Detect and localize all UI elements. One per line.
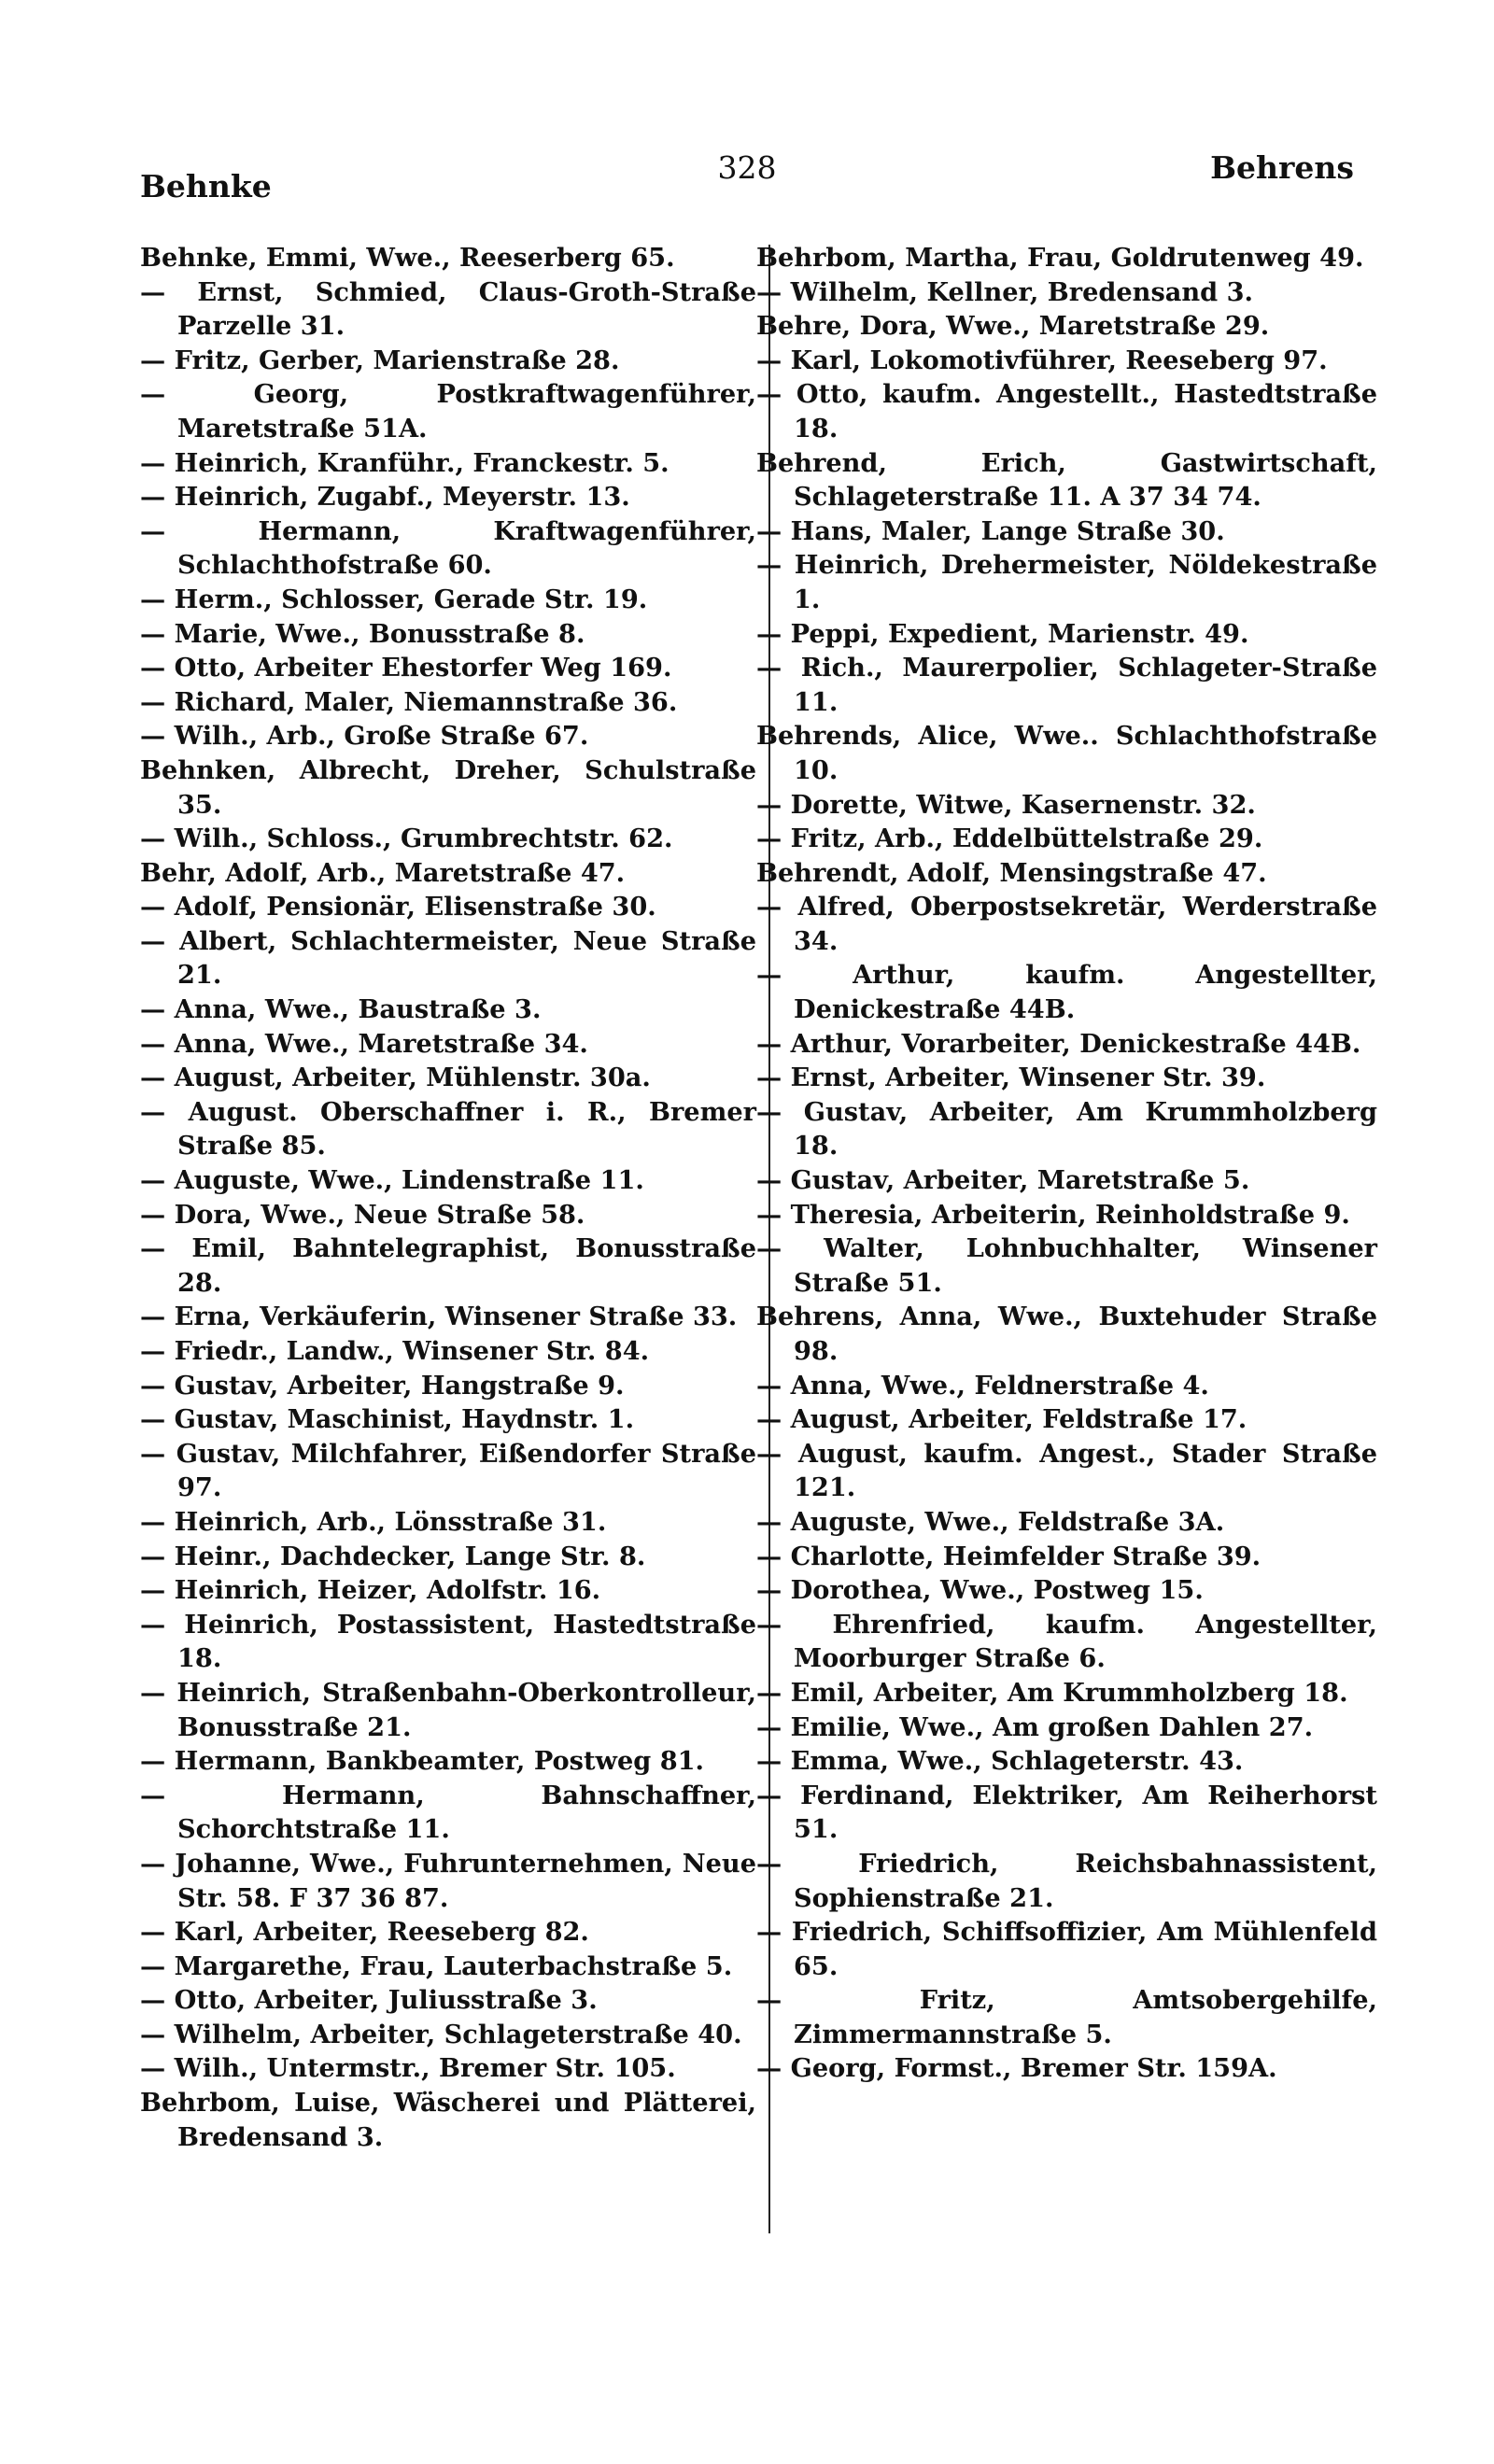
- directory-entry: — Peppi, Expedient, Marienstr. 49.: [756, 618, 1249, 649]
- header-first-entry: Behnke: [140, 168, 272, 204]
- directory-entry: — Wilhelm, Kellner, Bredensand 3.: [756, 276, 1254, 307]
- directory-entry: — August, Arbeiter, Mühlenstr. 30a.: [140, 1063, 651, 1093]
- directory-entry: — Heinr., Dachdecker, Lange Str. 8.: [140, 1541, 646, 1571]
- directory-entry: — Friedrich, Schiffsoffizier, Am Mühlenfeld 65.: [756, 1917, 1377, 1981]
- directory-entry: — Erna, Verkäuferin, Winsener Straße 33.: [140, 1302, 738, 1332]
- directory-entry: — Hermann, Kraftwagenführer, Schlachthofstraße 60.: [140, 515, 756, 581]
- directory-entry: — Auguste, Wwe., Lindenstraße 11.: [140, 1165, 644, 1196]
- directory-entry: Behrend, Erich, Gastwirtschaft, Schlageterstraße 11. A 37 34 74.: [756, 447, 1377, 513]
- directory-entry: Behrendt, Adolf, Mensingstraße 47.: [756, 857, 1267, 888]
- directory-entry: — Richard, Maler, Niemannstraße 36.: [140, 686, 678, 717]
- directory-entry: — Heinrich, Kranführ., Franckestr. 5.: [140, 447, 669, 478]
- directory-entry: Behrends, Alice, Wwe.. Schlachthofstraße 10.: [756, 721, 1377, 785]
- directory-entry: — Heinrich, Arb., Lönsstraße 31.: [140, 1506, 607, 1537]
- directory-entry: — Wilh., Schloss., Grumbrechtstr. 62.: [140, 824, 673, 854]
- directory-entry: Behnken, Albrecht, Dreher, Schulstraße 35.: [140, 754, 756, 820]
- directory-entry: — August. Oberschaffner i. R., Bremer Straße 85.: [140, 1096, 756, 1162]
- directory-entry: — Dorothea, Wwe., Postweg 15.: [756, 1575, 1204, 1606]
- directory-entry: — Heinrich, Straßenbahn-Oberkontrolleur, Bonusstraße 21.: [140, 1677, 756, 1742]
- directory-entry: — Anna, Wwe., Maretstraße 34.: [140, 1028, 588, 1059]
- directory-entry: — Marie, Wwe., Bonusstraße 8.: [140, 618, 585, 649]
- directory-entry: — Dorette, Witwe, Kasernenstr. 32.: [756, 789, 1256, 820]
- directory-entry: — Heinrich, Heizer, Adolfstr. 16.: [140, 1575, 601, 1606]
- directory-entry: — Dora, Wwe., Neue Straße 58.: [140, 1199, 585, 1230]
- directory-entry: — Karl, Arbeiter, Reeseberg 82.: [140, 1917, 589, 1948]
- directory-entry: — Friedrich, Reichsbahnassistent, Sophienstraße 21.: [756, 1848, 1377, 1913]
- directory-entry: — Heinrich, Postassistent, Hastedtstraße 18.: [140, 1609, 756, 1674]
- directory-entry: — Johanne, Wwe., Fuhrunternehmen, Neue Str. 58. F 37 36 87.: [140, 1848, 756, 1913]
- directory-entry: — Gustav, Arbeiter, Am Krummholzberg 18.: [756, 1096, 1377, 1162]
- directory-entry: — Theresia, Arbeiterin, Reinholdstraße 9.: [756, 1199, 1350, 1230]
- directory-entry: — Fritz, Arb., Eddelbüttelstraße 29.: [756, 824, 1263, 854]
- directory-entry: — Adolf, Pensionär, Elisenstraße 30.: [140, 892, 656, 922]
- left-column: [140, 241, 756, 2154]
- directory-entry: — Hermann, Bahnschaffner, Schorchtstraße 11.: [140, 1780, 756, 1845]
- directory-entry: Behre, Dora, Wwe., Maretstraße 29.: [756, 311, 1270, 342]
- directory-entry: — Ernst, Arbeiter, Winsener Str. 39.: [756, 1063, 1266, 1093]
- directory-entry: — Georg, Postkraftwagenführer, Maretstraße 51A.: [140, 379, 756, 444]
- directory-entry: Behrbom, Luise, Wäscherei und Plätterei, Bredensand 3.: [140, 2088, 756, 2152]
- directory-entry: — Heinrich, Zugabf., Meyerstr. 13.: [140, 482, 630, 513]
- directory-entry: — Otto, kaufm. Angestellt., Hastedtstraße 18.: [756, 379, 1377, 444]
- directory-entry: — Anna, Wwe., Feldnerstraße 4.: [756, 1370, 1209, 1401]
- directory-entry: — Karl, Lokomotivführer, Reeseberg 97.: [756, 345, 1328, 375]
- directory-entry: — Herm., Schlosser, Gerade Str. 19.: [140, 584, 648, 614]
- page-header: [140, 149, 1354, 215]
- directory-entry: — Arthur, kaufm. Angestellter, Denickestraße 44B.: [756, 960, 1377, 1025]
- directory-entry: Behrens, Anna, Wwe., Buxtehuder Straße 98.: [756, 1302, 1377, 1366]
- right-column: [756, 241, 1377, 2086]
- directory-entry: — August, Arbeiter, Feldstraße 17.: [756, 1404, 1247, 1435]
- directory-entry: — Rich., Maurerpolier, Schlageter-Straße 11.: [756, 653, 1377, 717]
- directory-entry: — Margarethe, Frau, Lauterbachstraße 5.: [140, 1950, 733, 1981]
- directory-entry: Behr, Adolf, Arb., Maretstraße 47.: [140, 857, 626, 888]
- directory-entry: — Georg, Formst., Bremer Str. 159A.: [756, 2053, 1277, 2084]
- directory-entry: Behrbom, Martha, Frau, Goldrutenweg 49.: [756, 243, 1364, 273]
- directory-entry: — Wilhelm, Arbeiter, Schlageterstraße 40.: [140, 2019, 742, 2049]
- directory-entry: — Emil, Arbeiter, Am Krummholzberg 18.: [756, 1677, 1348, 1708]
- directory-entry: — Walter, Lohnbuchhalter, Winsener Straße 51.: [756, 1233, 1377, 1298]
- directory-entry: — Albert, Schlachtermeister, Neue Straße 21.: [140, 925, 756, 991]
- directory-entry: — Ferdinand, Elektriker, Am Reiherhorst 51.: [756, 1780, 1377, 1845]
- directory-entry: — August, kaufm. Angest., Stader Straße 121.: [756, 1438, 1377, 1503]
- directory-entry: — Gustav, Arbeiter, Hangstraße 9.: [140, 1370, 625, 1401]
- directory-entry: — Emma, Wwe., Schlageterstr. 43.: [756, 1746, 1244, 1777]
- directory-entry: — Auguste, Wwe., Feldstraße 3A.: [756, 1506, 1225, 1537]
- directory-entry: — Arthur, Vorarbeiter, Denickestraße 44B.: [756, 1028, 1361, 1059]
- directory-entry: — Otto, Arbeiter Ehestorfer Weg 169.: [140, 653, 672, 683]
- directory-entry: — Emilie, Wwe., Am großen Dahlen 27.: [756, 1711, 1314, 1742]
- directory-entry: — Gustav, Milchfahrer, Eißendorfer Straße 97.: [140, 1438, 756, 1503]
- directory-entry: — Anna, Wwe., Baustraße 3.: [140, 994, 542, 1025]
- directory-entry: Behnke, Emmi, Wwe., Reeserberg 65.: [140, 243, 675, 273]
- page-number: 328: [717, 149, 777, 186]
- directory-entry: — Fritz, Gerber, Marienstraße 28.: [140, 345, 620, 375]
- directory-entry: — Fritz, Amtsobergehilfe, Zimmermannstraße 5.: [756, 1985, 1377, 2049]
- directory-entry: — Hans, Maler, Lange Straße 30.: [756, 515, 1225, 546]
- header-last-entry: Behrens: [1210, 149, 1354, 186]
- directory-entry: — Emil, Bahntelegraphist, Bonusstraße 28.: [140, 1233, 756, 1298]
- directory-entry: — Wilh., Arb., Große Straße 67.: [140, 721, 589, 752]
- directory-entry: — Hermann, Bankbeamter, Postweg 81.: [140, 1746, 705, 1777]
- directory-entry: — Friedr., Landw., Winsener Str. 84.: [140, 1336, 650, 1366]
- directory-entry: — Ernst, Schmied, Claus-Groth-Straße Parzelle 31.: [140, 276, 756, 342]
- directory-entry: — Gustav, Maschinist, Haydnstr. 1.: [140, 1404, 635, 1435]
- directory-entry: — Heinrich, Drehermeister, Nöldekestraße 1.: [756, 550, 1377, 614]
- directory-entry: — Wilh., Untermstr., Bremer Str. 105.: [140, 2053, 676, 2084]
- directory-entry: — Otto, Arbeiter, Juliusstraße 3.: [140, 1985, 598, 2016]
- directory-entry: — Charlotte, Heimfelder Straße 39.: [756, 1541, 1261, 1571]
- directory-entry: — Alfred, Oberpostsekretär, Werderstraße 34.: [756, 892, 1377, 956]
- directory-entry: — Gustav, Arbeiter, Maretstraße 5.: [756, 1165, 1250, 1196]
- directory-entry: — Ehrenfried, kaufm. Angestellter, Moorburger Straße 6.: [756, 1609, 1377, 1674]
